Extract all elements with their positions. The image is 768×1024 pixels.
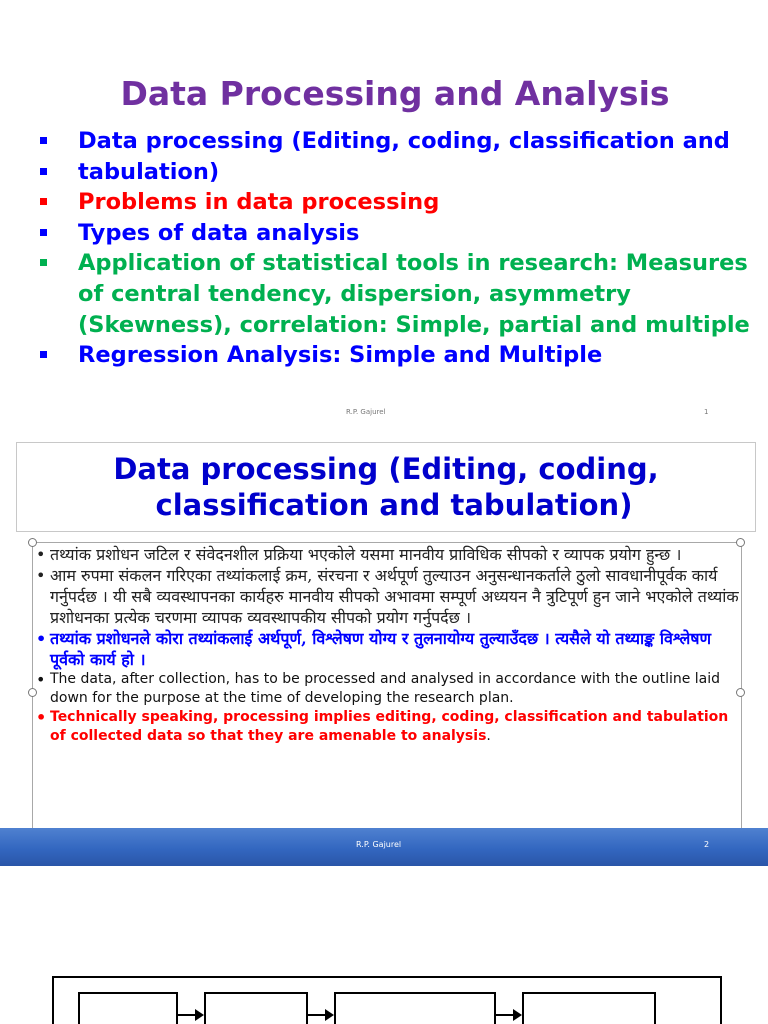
- slide-2-title: [17, 451, 755, 523]
- square-bullet-icon: [40, 168, 47, 175]
- slide-2-body: [36, 544, 748, 746]
- slide-2-title-box: [16, 442, 756, 532]
- slide-2-footer: R.P. Gajurel: [356, 840, 402, 849]
- bullet-statistical-tools: Application of statistical tools in research: Measures of central tendency, dispersion, asymmetry (Skewness), correlation: Simple, partial and multiple: [40, 248, 758, 340]
- flow-arrow-icon: [176, 1014, 202, 1016]
- bullet-types: Types of data analysis: [40, 218, 758, 249]
- bullet-dot-icon: •: [36, 670, 46, 689]
- bullet-problems: Problems in data processing: [40, 187, 758, 218]
- square-bullet-icon: [40, 229, 47, 236]
- nepali-paragraph-3: • तथ्यांक प्रशोधनले कोरा तथ्यांकलाई अर्थपूर्ण, विश्लेषण योग्य र तुलनायोग्य तुल्याउँदछ । त्यसैले यो तथ्याङ्क विश्लेषण पूर्वको कार्य हो ।: [36, 629, 712, 669]
- flow-arrow-icon: [494, 1014, 520, 1016]
- square-bullet-icon: [40, 351, 47, 358]
- bullet-data-processing-continued: tabulation): [40, 157, 758, 188]
- slide-1-bullet-list: [40, 126, 758, 371]
- flow-arrow-icon: [306, 1014, 332, 1016]
- bullet-data-processing: Data processing (Editing, coding, classification and: [40, 126, 758, 157]
- bullet-dot-icon: •: [36, 708, 47, 727]
- slide-1-footer: R.P. Gajurel: [346, 408, 386, 416]
- slide-2-footer-bar: [0, 828, 768, 866]
- nepali-paragraph-2: • आम रुपमा संकलन गरिएका तथ्यांकलाई क्रम, संरचना र अर्थपूर्ण तुल्याउन अनुसन्धानकर्ताले ठुलो सावधानीपूर्वक कार्य गर्नुपर्दछ । यी सबै व्यवस्थापनका कार्यहरु मानवीय सीपको अभावमा सम्पूर्ण अध्ययन नै त्रुटिपूर्ण हुन जाने भएकोले तथ्यांक प्रशोधनका प्रत्येक चरणमा व्यापक व्यवस्थापकीय सीपको प्रयोग गर्नुपर्दछ ।: [36, 566, 739, 627]
- slide-2-title-line-1: Data processing (Editing, coding,: [113, 452, 659, 486]
- square-bullet-icon: [40, 259, 47, 266]
- flow-box-2: [204, 992, 308, 1024]
- nepali-paragraph-1: • तथ्यांक प्रशोधन जटिल र संवेदनशील प्रक्रिया भएकोले यसमा मानवीय प्राविधिक सीपको र व्यापक प्रयोग हुन्छ ।: [36, 545, 682, 564]
- square-bullet-icon: [40, 137, 47, 144]
- english-paragraph-1: • The data, after collection, has to be processed and analysed in accordance with the outline laid down for the purpose at the time of developing the research plan.: [36, 670, 721, 706]
- bullet-dot-icon: •: [36, 545, 46, 564]
- flow-box-3: [334, 992, 496, 1024]
- slide-1: [0, 0, 768, 430]
- english-paragraph-2: • Technically speaking, processing implies editing, coding, classification and tabulation of collected data so that they are amenable to analysis.: [36, 708, 729, 744]
- flow-box-4: [522, 992, 656, 1024]
- slide-1-title: Data Processing and Analysis: [120, 74, 670, 113]
- slide-3-partial: [0, 868, 768, 1024]
- bullet-dot-icon: •: [36, 629, 47, 648]
- slide-2: [0, 436, 768, 868]
- square-bullet-icon: [40, 198, 47, 205]
- bullet-regression: Regression Analysis: Simple and Multiple: [40, 340, 758, 371]
- bullet-dot-icon: •: [36, 566, 46, 585]
- flow-box-1: [78, 992, 178, 1024]
- slide-2-page-number: 2: [704, 840, 710, 849]
- slide-2-title-line-2: classification and tabulation): [155, 488, 633, 522]
- slide-1-page-number: 1: [704, 408, 709, 416]
